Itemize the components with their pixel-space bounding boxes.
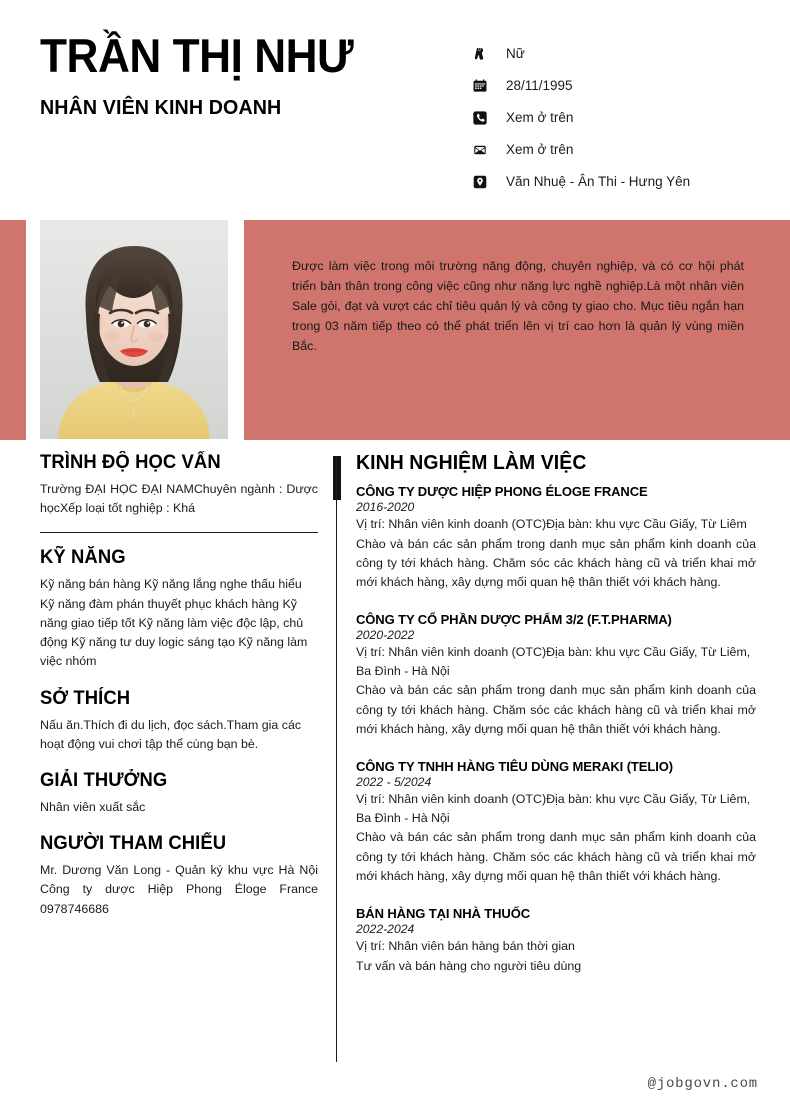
contact-row-address bbox=[472, 166, 772, 198]
section-education bbox=[40, 452, 318, 518]
contact-row-email bbox=[472, 134, 772, 166]
experience-description: Chào và bán các sản phẩm trong danh mục sản phẩm kinh doanh của công ty tới khách hàng. Chăm sóc các khách hàng cũ và triển khai mở mới khách hàng, xây dựng mối quan hệ thân thiết với khách hàng. bbox=[356, 683, 756, 736]
contact-list bbox=[472, 38, 772, 198]
experience-company: CÔNG TY TNHH HÀNG TIÊU DÙNG MERAKI (TELIO) bbox=[356, 759, 673, 775]
contact-value-phone: Xem ở trên bbox=[506, 109, 574, 125]
experience-role: Vị trí: Nhân viên kinh doanh (OTC)Địa bàn: khu vực Cầu Giấy, Từ Liêm, Ba Đình - Hà Nội bbox=[356, 792, 751, 825]
section-title-experience: KINH NGHIỆM LÀM VIỆC bbox=[356, 452, 587, 474]
gender-icon bbox=[472, 46, 488, 62]
section-skills bbox=[40, 547, 318, 671]
page-title: TRẦN THỊ NHƯ bbox=[40, 29, 354, 82]
experience-date: 2020-2022 bbox=[356, 628, 415, 643]
experience-company: BÁN HÀNG TẠI NHÀ THUỐC bbox=[356, 906, 531, 922]
experience-item bbox=[356, 484, 756, 592]
right-column bbox=[356, 452, 756, 976]
experience-item bbox=[356, 612, 756, 739]
experience-date: 2022-2024 bbox=[356, 922, 415, 937]
phone-icon bbox=[472, 110, 488, 126]
experience-description: Chào và bán các sản phẩm trong danh mục sản phẩm kinh doanh của công ty tới khách hàng. Chăm sóc các khách hàng cũ và triển khai mở mới khách hàng, xây dựng mối quan hệ thân thiết với khách hàng. bbox=[356, 536, 756, 590]
section-body-awards: Nhân viên xuất sắc bbox=[40, 799, 146, 814]
experience-item bbox=[356, 759, 756, 886]
section-title-interests: SỞ THÍCH bbox=[40, 687, 131, 709]
contact-value-gender: Nữ bbox=[506, 45, 525, 61]
left-column bbox=[40, 452, 318, 935]
avatar-image bbox=[40, 220, 228, 439]
section-divider bbox=[40, 532, 318, 533]
experience-company: CÔNG TY DƯỢC HIỆP PHONG ÉLOGE FRANCE bbox=[356, 484, 648, 499]
calendar-icon bbox=[472, 78, 488, 94]
job-title: NHÂN VIÊN KINH DOANH bbox=[40, 95, 282, 119]
section-interests bbox=[40, 688, 318, 754]
contact-row-phone bbox=[472, 102, 772, 134]
section-body-education: Trường ĐẠI HỌC ĐẠI NAMChuyên ngành : Dược họcXếp loại tốt nghiệp : Khá bbox=[40, 482, 318, 516]
experience-date: 2022 - 5/2024 bbox=[356, 775, 432, 790]
contact-value-address: Văn Nhuệ - Ân Thi - Hưng Yên bbox=[506, 173, 691, 189]
section-title-education: TRÌNH ĐỘ HỌC VẤN bbox=[40, 452, 221, 473]
contact-value-email: Xem ở trên bbox=[506, 141, 574, 157]
accent-band-left bbox=[0, 220, 26, 440]
section-title-skills: KỸ NĂNG bbox=[40, 547, 126, 569]
section-body-skills: Kỹ năng bán hàng Kỹ năng lắng nghe thấu hiểu Kỹ năng đàm phán thuyết phục khách hàng Kỹ năng giao tiếp tốt Kỹ năng làm việc độc lập, chủ động Kỹ năng tư duy logic sáng tạo Kỹ năng làm việc nhóm bbox=[40, 577, 308, 669]
location-icon bbox=[472, 174, 488, 190]
experience-date: 2016-2020 bbox=[356, 500, 415, 514]
experience-role: Vị trí: Nhân viên kinh doanh (OTC)Địa bàn: khu vực Cầu Giấy, Từ Liêm bbox=[356, 517, 747, 531]
section-body-references: Mr. Dương Văn Long - Quản ký khu vực Hà Nội Công ty dược Hiệp Phong Éloge France 0978746686 bbox=[40, 863, 318, 916]
experience-role: Vị trí: Nhân viên kinh doanh (OTC)Địa bàn: khu vực Cầu Giấy, Từ Liêm, Ba Đình - Hà Nội bbox=[356, 645, 751, 678]
experience-item bbox=[356, 906, 756, 976]
name-block bbox=[40, 29, 460, 120]
section-awards bbox=[40, 770, 318, 817]
avatar bbox=[40, 220, 228, 439]
experience-description: Chào và bán các sản phẩm trong danh mục sản phẩm kinh doanh của công ty tới khách hàng. Chăm sóc các khách hàng cũ và triển khai mở mới khách hàng, xây dựng mối quan hệ thân thiết với khách hàng. bbox=[356, 830, 756, 883]
section-body-interests: Nấu ăn.Thích đi du lịch, đọc sách.Tham gia các hoạt động vui chơi tập thể cùng bạn bè. bbox=[40, 717, 302, 751]
section-title-awards: GIẢI THƯỞNG bbox=[40, 769, 168, 791]
column-divider bbox=[336, 456, 337, 1062]
contact-row-birthdate bbox=[472, 70, 772, 102]
email-icon bbox=[472, 142, 488, 158]
cv-header bbox=[0, 0, 790, 220]
contact-value-birthdate: 28/11/1995 bbox=[506, 77, 573, 93]
experience-description: Tư vấn và bán hàng cho người tiêu dùng bbox=[356, 958, 582, 973]
section-title-references: NGƯỜI THAM CHIẾU bbox=[40, 833, 227, 855]
experience-role: Vị trí: Nhân viên bán hàng bán thời gian bbox=[356, 939, 575, 954]
experience-company: CÔNG TY CỔ PHẦN DƯỢC PHẨM 3/2 (F.T.PHARMA) bbox=[356, 612, 672, 628]
contact-row-gender bbox=[472, 38, 772, 70]
career-objective: Được làm việc trong môi trường năng động, chuyên nghiệp, và có cơ hội phát triển bản thân trong công việc cũng như năng lực nghề nghiệp.Là một nhân viên Sale gỏi, đạt và vượt các chỉ tiêu quản lý và công ty giao cho. Mục tiêu ngắn hạn trong 03 năm tiếp theo có thể phát triển lên vị trí cao hơn là quản lý vùng miền Bắc. bbox=[292, 259, 744, 354]
section-references bbox=[40, 833, 318, 919]
watermark: @jobgovn.com bbox=[647, 1076, 758, 1092]
